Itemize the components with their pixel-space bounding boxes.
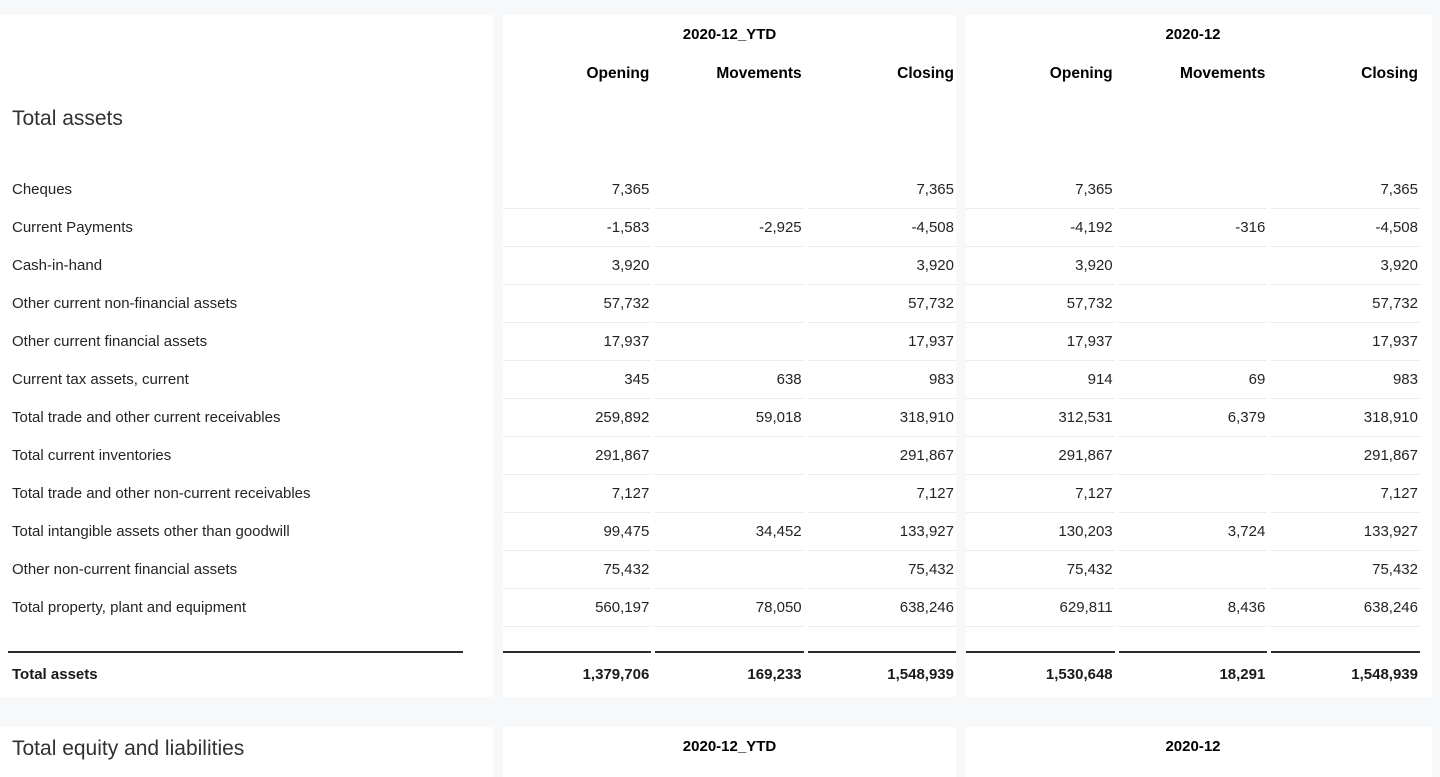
value-cell: 914	[966, 361, 1115, 399]
pre-total-spacer	[0, 627, 493, 651]
value-cell: 7,127	[808, 475, 956, 513]
value-cell: 7,127	[1271, 475, 1420, 513]
value-cell	[655, 247, 803, 285]
table-row	[503, 323, 956, 361]
value-cell: 59,018	[655, 399, 803, 437]
total-value-cell: 1,530,648	[966, 651, 1115, 697]
title-spacer	[0, 143, 493, 171]
table-row	[503, 437, 956, 475]
value-cell: 3,920	[808, 247, 956, 285]
assets-labels-panel	[0, 15, 493, 697]
value-cell: 7,127	[966, 475, 1115, 513]
column-group-header-month: 2020-12	[1165, 738, 1221, 755]
value-cell: 57,732	[1271, 285, 1420, 323]
total-value-cell: 169,233	[655, 651, 803, 697]
ytd-column-headers	[503, 53, 956, 95]
column-header-movements: Movements	[1180, 65, 1266, 82]
value-cell: 6,379	[1119, 399, 1268, 437]
value-cell: 3,920	[1271, 247, 1420, 285]
table-row	[503, 285, 956, 323]
value-cell: 7,365	[1271, 171, 1420, 209]
column-header-opening: Opening	[586, 65, 650, 82]
value-cell: 17,937	[808, 323, 956, 361]
value-cell	[1119, 285, 1268, 323]
row-label: Other current non-financial assets	[12, 295, 238, 312]
table-row	[966, 513, 1420, 551]
header-spacer	[0, 15, 493, 95]
value-cell: 78,050	[655, 589, 803, 627]
table-row	[966, 361, 1420, 399]
table-row	[503, 399, 956, 437]
row-label: Total trade and other current receivables	[12, 409, 281, 426]
table-row	[966, 589, 1420, 627]
value-cell: 7,127	[503, 475, 651, 513]
value-cell: 3,724	[1119, 513, 1268, 551]
table-row	[966, 475, 1420, 513]
value-cell	[1119, 247, 1268, 285]
section-total-assets	[0, 15, 1440, 697]
table-row	[503, 171, 956, 209]
assets-month-panel	[966, 15, 1432, 697]
value-cell	[1119, 171, 1268, 209]
value-cell: 57,732	[966, 285, 1115, 323]
value-cell: 17,937	[503, 323, 651, 361]
table-row	[966, 399, 1420, 437]
value-cell: 638,246	[1271, 589, 1420, 627]
table-row	[503, 589, 956, 627]
value-cell: 291,867	[1271, 437, 1420, 475]
ytd-total-row	[503, 651, 956, 697]
equity-ytd-panel	[503, 727, 956, 777]
total-value-cell: 18,291	[1119, 651, 1268, 697]
value-cell: 133,927	[1271, 513, 1420, 551]
row-label: Other non-current financial assets	[12, 561, 238, 578]
table-row	[503, 361, 956, 399]
section-total-equity-liabilities	[0, 727, 1440, 777]
equity-labels-panel	[0, 727, 493, 777]
total-value-cell: 1,379,706	[503, 651, 651, 697]
value-cell: 57,732	[808, 285, 956, 323]
value-cell	[1119, 551, 1268, 589]
value-cell: 69	[1119, 361, 1268, 399]
value-cell: 318,910	[808, 399, 956, 437]
value-cell: 312,531	[966, 399, 1115, 437]
value-cell: 983	[1271, 361, 1420, 399]
table-row	[503, 551, 956, 589]
table-row	[503, 513, 956, 551]
value-cell: 34,452	[655, 513, 803, 551]
value-cell: 629,811	[966, 589, 1115, 627]
value-cell	[655, 171, 803, 209]
month-value-rows	[966, 171, 1420, 627]
value-cell: 318,910	[1271, 399, 1420, 437]
value-cell: -4,508	[1271, 209, 1420, 247]
table-row	[966, 437, 1420, 475]
column-header-closing: Closing	[897, 65, 954, 82]
value-cell: -1,583	[503, 209, 651, 247]
pre-total-spacer	[503, 627, 956, 651]
value-cell: 259,892	[503, 399, 651, 437]
value-cell	[1119, 323, 1268, 361]
value-cell: 291,867	[966, 437, 1115, 475]
value-cell: 8,436	[1119, 589, 1268, 627]
row-label: Total intangible assets other than goodwill	[12, 523, 290, 540]
value-cell: 638	[655, 361, 803, 399]
value-cell: 983	[808, 361, 956, 399]
column-group-header-ytd: 2020-12_YTD	[682, 738, 777, 755]
column-header-closing: Closing	[1361, 65, 1418, 82]
value-cell: 345	[503, 361, 651, 399]
value-cell: 130,203	[966, 513, 1115, 551]
value-cell: -2,925	[655, 209, 803, 247]
total-assets-row-label: Total assets	[8, 651, 463, 697]
table-row	[503, 475, 956, 513]
row-label: Current tax assets, current	[12, 371, 189, 388]
section-divider	[0, 697, 1440, 727]
row-label: Current Payments	[12, 219, 133, 236]
ytd-value-rows	[503, 171, 956, 627]
table-row	[966, 551, 1420, 589]
value-cell: 99,475	[503, 513, 651, 551]
value-cell: 75,432	[966, 551, 1115, 589]
value-cell	[655, 323, 803, 361]
row-label: Other current financial assets	[12, 333, 208, 350]
column-group-header-ytd: 2020-12_YTD	[682, 26, 777, 43]
value-cell	[655, 475, 803, 513]
row-label: Cash-in-hand	[12, 257, 103, 274]
value-cell: 75,432	[503, 551, 651, 589]
value-cell	[1119, 437, 1268, 475]
total-value-cell: 1,548,939	[1271, 651, 1420, 697]
value-cell: 560,197	[503, 589, 651, 627]
row-label: Total current inventories	[12, 447, 172, 464]
value-cell: 291,867	[503, 437, 651, 475]
section-title-total-equity-liabilities: Total equity and liabilities	[12, 737, 245, 760]
table-row	[966, 247, 1420, 285]
value-cell: -4,508	[808, 209, 956, 247]
total-value-cell: 1,548,939	[808, 651, 956, 697]
table-row	[503, 209, 956, 247]
value-cell	[655, 437, 803, 475]
column-header-movements: Movements	[716, 65, 802, 82]
value-cell: 291,867	[808, 437, 956, 475]
equity-month-panel	[966, 727, 1432, 777]
value-cell: 638,246	[808, 589, 956, 627]
section-title-total-assets: Total assets	[12, 107, 123, 130]
value-cell: 7,365	[503, 171, 651, 209]
value-cell: 17,937	[1271, 323, 1420, 361]
num-spacer	[503, 95, 956, 171]
month-total-row	[966, 651, 1420, 697]
value-cell	[655, 551, 803, 589]
value-cell	[655, 285, 803, 323]
row-label: Total trade and other non-current receivables	[12, 485, 311, 502]
assets-row-labels	[0, 171, 493, 627]
value-cell	[1119, 475, 1268, 513]
value-cell: 133,927	[808, 513, 956, 551]
value-cell: 3,920	[966, 247, 1115, 285]
value-cell: -4,192	[966, 209, 1115, 247]
table-row	[966, 171, 1420, 209]
column-header-opening: Opening	[1049, 65, 1113, 82]
value-cell: -316	[1119, 209, 1268, 247]
num-spacer	[966, 95, 1420, 171]
value-cell: 57,732	[503, 285, 651, 323]
month-column-headers	[966, 53, 1420, 95]
value-cell: 17,937	[966, 323, 1115, 361]
row-label: Total property, plant and equipment	[12, 599, 247, 616]
value-cell: 75,432	[808, 551, 956, 589]
pre-total-spacer	[966, 627, 1420, 651]
table-row	[503, 247, 956, 285]
table-row	[966, 323, 1420, 361]
column-group-header-month: 2020-12	[1165, 26, 1221, 43]
table-row	[966, 285, 1420, 323]
value-cell: 7,365	[808, 171, 956, 209]
row-label: Cheques	[12, 181, 73, 198]
table-row	[966, 209, 1420, 247]
value-cell: 7,365	[966, 171, 1115, 209]
assets-ytd-panel	[503, 15, 956, 697]
value-cell: 3,920	[503, 247, 651, 285]
value-cell: 75,432	[1271, 551, 1420, 589]
